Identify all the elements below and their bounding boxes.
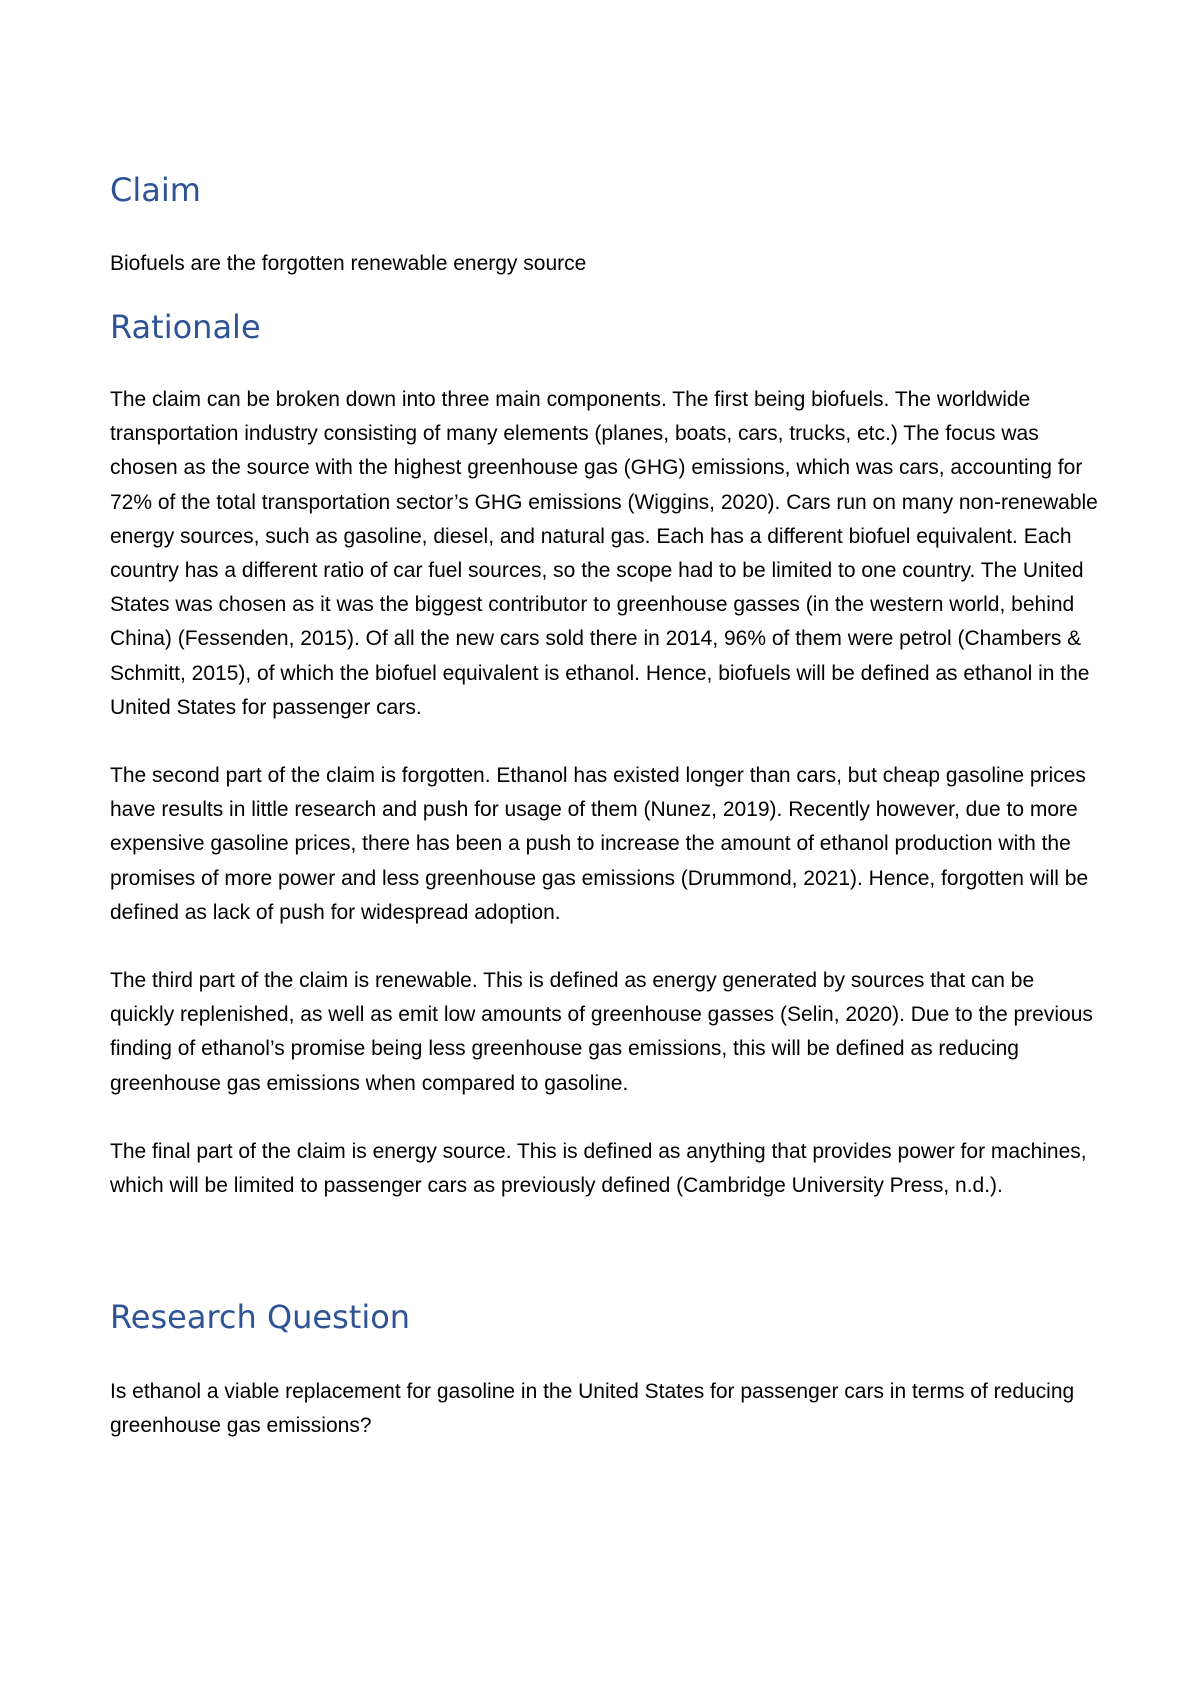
rationale-paragraph-4: The final part of the claim is energy source. This is defined as anything that provides power for machines, which will be limited to passenger cars as previously defined (Cambridge University Press, n.d.).	[110, 1140, 1087, 1198]
heading-research-question: Research Question	[110, 1298, 411, 1336]
rationale-paragraph-3: The third part of the claim is renewable. This is defined as energy generated by sources that can be quickly replenished, as well as emit low amounts of greenhouse gasses (Selin, 2020). Due to the previous finding of ethanol’s promise being less greenhouse gas emissions, this will be defined as reducing greenhouse gas emissions when compared to gasoline.	[110, 969, 1093, 1095]
research-question-text: Is ethanol a viable replacement for gasoline in the United States for passenger cars in terms of reducing greenhouse gas emissions?	[110, 1380, 1075, 1438]
rationale-paragraph-2: The second part of the claim is forgotten. Ethanol has existed longer than cars, but cheap gasoline prices have results in little research and push for usage of them (Nunez, 2019). Recently however, due to more expensive gasoline prices, there has been a push to increase the amount of ethanol production with the promises of more power and less greenhouse gas emissions (Drummond, 2021). Hence, forgotten will be defined as lack of push for widespread adoption.	[110, 764, 1089, 924]
claim-text: Biofuels are the forgotten renewable energy source	[110, 252, 587, 275]
rationale-paragraph-1: The claim can be broken down into three main components. The first being biofuels. The worldwide transportation industry consisting of many elements (planes, boats, cars, trucks, etc.) The focus was chosen as the source with the highest greenhouse gas (GHG) emissions, which was cars, accounting for 72% of the total transportation sector’s GHG emissions (Wiggins, 2020). Cars run on many non-renewable energy sources, such as gasoline, diesel, and natural gas. Each has a different biofuel equivalent. Each country has a different ratio of car fuel sources, so the scope had to be limited to one country. The United States was chosen as it was the biggest contributor to greenhouse gasses (in the western world, behind China) (Fessenden, 2015). Of all the new cars sold there in 2014, 96% of them were petrol (Chambers & Schmitt, 2015), of which the biofuel equivalent is ethanol. Hence, biofuels will be defined as ethanol in the United States for passenger cars.	[110, 388, 1098, 719]
heading-rationale: Rationale	[110, 308, 261, 346]
heading-claim: Claim	[110, 171, 201, 209]
